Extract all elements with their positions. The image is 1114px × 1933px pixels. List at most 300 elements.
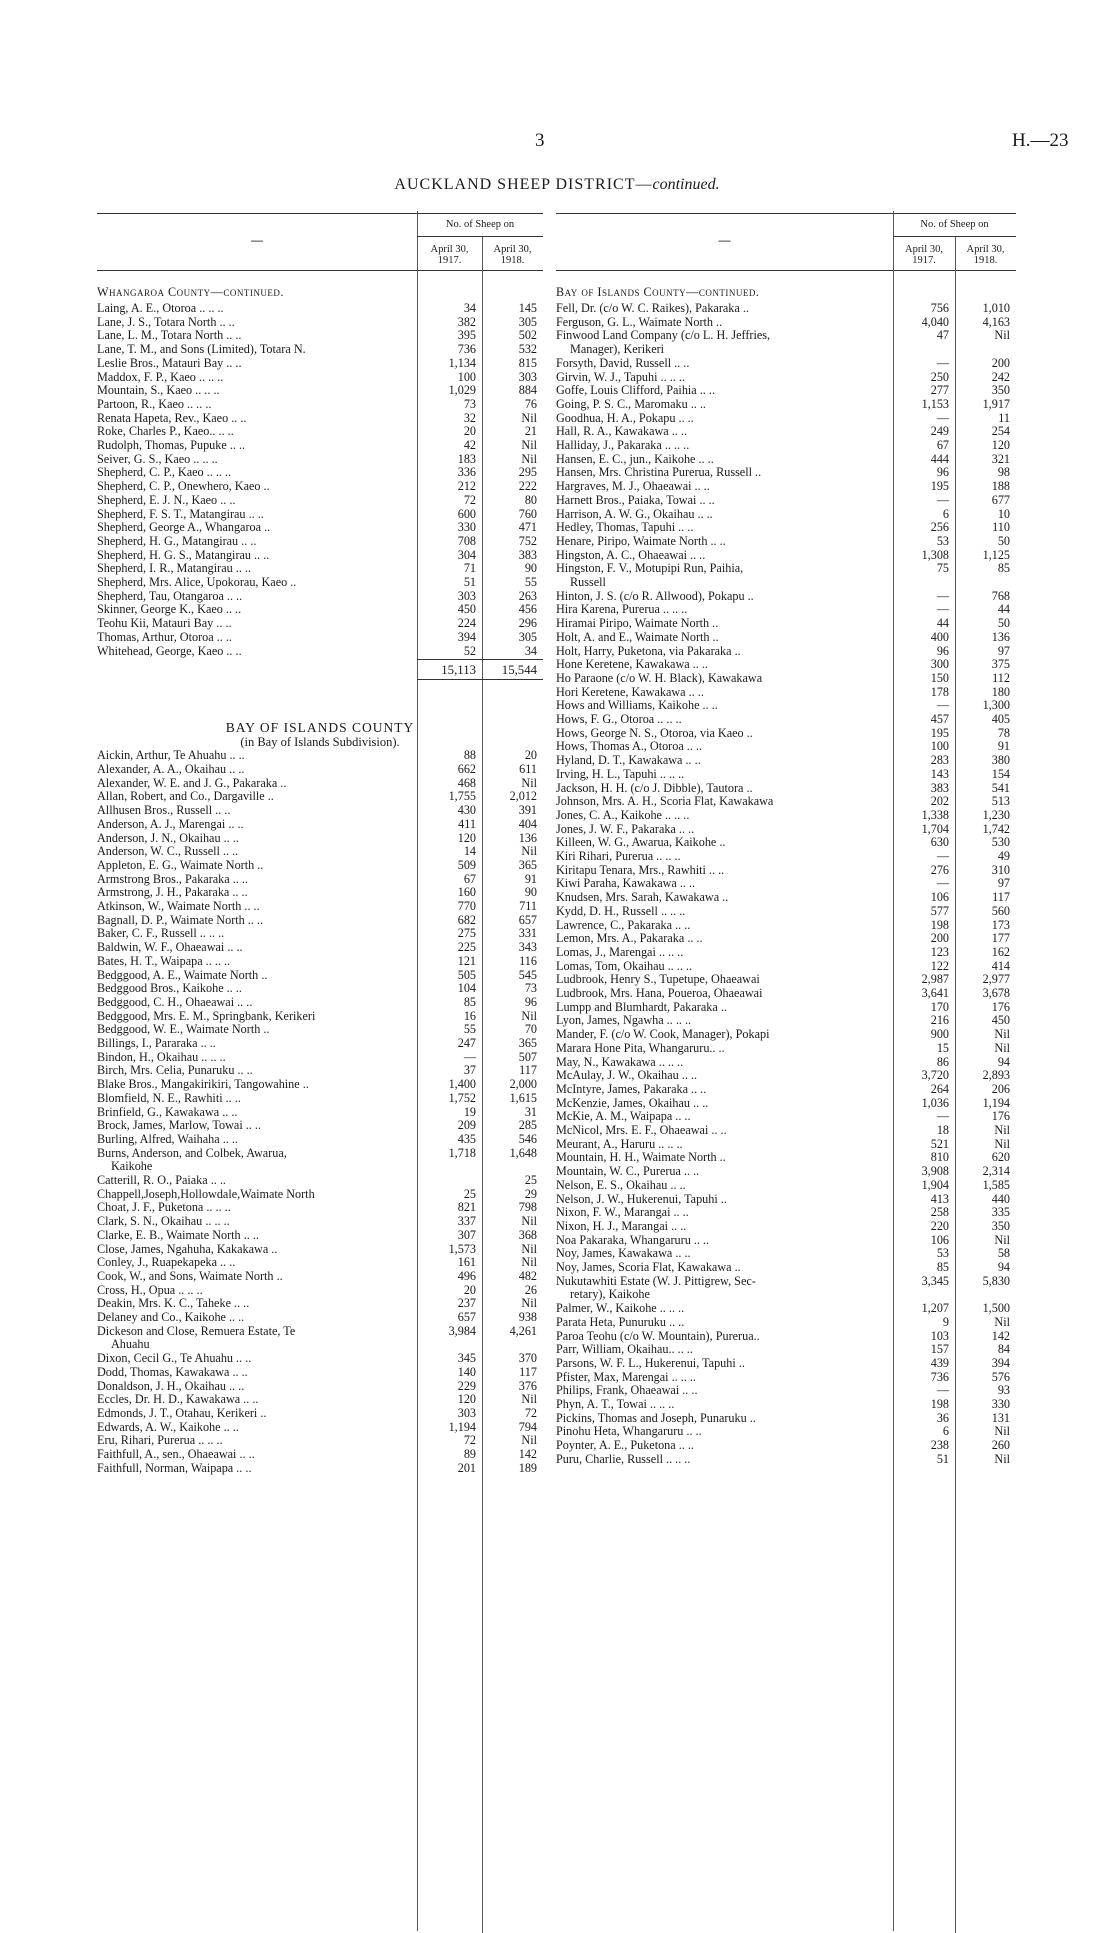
owner-name: Cook, W., and Sons, Waimate North .. <box>97 1268 283 1283</box>
table-row <box>556 1424 1016 1438</box>
owner-name: Maddox, F. P., Kaeo .. .. .. <box>97 369 224 384</box>
table-row <box>556 671 1016 685</box>
owner-name: Lawrence, C., Pakaraka .. .. <box>556 917 691 932</box>
sheep-1917: 161 <box>457 1255 476 1270</box>
sheep-1918: 482 <box>518 1268 537 1283</box>
table-row <box>556 1315 1016 1329</box>
table-row <box>97 602 543 616</box>
owner-name: McAulay, J. W., Okaihau .. .. <box>556 1068 698 1083</box>
sheep-1917: 264 <box>930 1081 949 1096</box>
sheep-1917: 37 <box>463 1063 476 1078</box>
sheep-1918: 677 <box>991 492 1010 507</box>
sheep-1918: 440 <box>991 1191 1010 1206</box>
sheep-1918: 31 <box>524 1104 537 1119</box>
table-row <box>556 315 1016 329</box>
owner-name: Shepherd, George A., Whangaroa .. <box>97 520 271 535</box>
sheep-1918: 2,000 <box>509 1077 537 1092</box>
sheep-1917: 89 <box>463 1447 476 1461</box>
sheep-1918: 176 <box>991 999 1010 1014</box>
table-row <box>556 712 1016 726</box>
table-row <box>97 397 543 411</box>
owner-name: McIntyre, James, Pakaraka .. .. <box>556 1081 707 1096</box>
owner-name: Anderson, W. C., Russell .. .. <box>97 844 239 859</box>
table-row <box>97 616 543 630</box>
sheep-1918: 58 <box>997 1246 1010 1261</box>
sheep-1918: 657 <box>518 912 537 927</box>
owner-name: Finwood Land Company (c/o L. H. Jeffries, <box>556 328 771 343</box>
table-row <box>556 972 1016 986</box>
table-row <box>97 926 543 940</box>
sheep-1918: 98 <box>997 465 1010 480</box>
table-row <box>97 1296 543 1310</box>
owner-name: Kiwi Paraha, Kawakawa .. .. <box>556 876 696 891</box>
owner-name: Jackson, H. H. (c/o J. Dibble), Tautora .. <box>556 780 753 795</box>
owner-name: Russell <box>570 575 606 589</box>
sheep-1918: 331 <box>518 926 537 941</box>
table-row <box>97 1105 543 1119</box>
table-row <box>97 1269 543 1283</box>
owner-name: Armstrong, J. H., Pakaraka .. .. <box>97 885 248 900</box>
sheep-1917: 303 <box>457 1405 476 1420</box>
owner-name: McKenzie, James, Okaihau .. .. <box>556 1095 709 1110</box>
owner-name: Anderson, A. J., Marengai .. .. <box>97 816 244 831</box>
table-row <box>97 1091 543 1105</box>
owner-name: Whitehead, George, Kaeo .. .. <box>97 643 242 658</box>
sheep-1918: 188 <box>991 479 1010 494</box>
sheep-1917: 630 <box>930 835 949 850</box>
owner-name: Nixon, F. W., Marangai .. .. <box>556 1205 689 1220</box>
sheep-1918: 2,977 <box>982 972 1010 987</box>
table-row <box>97 803 543 817</box>
sheep-1917: 123 <box>930 944 949 959</box>
table-row <box>97 1420 543 1434</box>
owner-name: Burns, Anderson, and Colbek, Awarua, <box>97 1145 287 1160</box>
sheep-1917: 394 <box>457 629 476 644</box>
owner-name: Harnett Bros., Paiaka, Towai .. .. <box>556 492 715 507</box>
owner-name: Thomas, Arthur, Otoroa .. .. <box>97 629 232 644</box>
table-row <box>97 315 543 329</box>
table-row <box>97 1050 543 1064</box>
table-row <box>556 1082 1016 1096</box>
owner-name: Lemon, Mrs. A., Pakaraka .. .. <box>556 931 703 946</box>
table-row <box>556 1356 1016 1370</box>
sheep-1918: Nil <box>994 1424 1010 1439</box>
table-row <box>556 520 1016 534</box>
owner-name: Hargraves, M. J., Ohaeawai .. .. <box>556 479 710 494</box>
sheep-1917: 345 <box>457 1351 476 1366</box>
table-row <box>556 1219 1016 1233</box>
sheep-1917: 212 <box>457 479 476 494</box>
owner-name: Brock, James, Marlow, Towai .. .. <box>97 1118 261 1133</box>
owner-name: Lumpp and Blumhardt, Pakaraka .. <box>556 999 727 1014</box>
table-row <box>97 995 543 1009</box>
sheep-1917: — <box>936 492 949 507</box>
table-row <box>97 1447 543 1461</box>
table-row <box>556 1452 1016 1466</box>
table-row <box>97 1009 543 1023</box>
sheep-1917: 120 <box>457 1392 476 1407</box>
sheep-1917: 249 <box>930 424 949 439</box>
sheep-1918: 884 <box>518 383 537 398</box>
owner-name: Hall, R. A., Kawakawa .. .. <box>556 424 687 439</box>
table-row <box>97 561 543 575</box>
sheep-1918: 368 <box>518 1227 537 1242</box>
sheep-1918: 263 <box>518 588 537 603</box>
table-row <box>556 602 1016 616</box>
owner-name: Lomas, Tom, Okaihau .. .. .. <box>556 958 693 973</box>
sheep-1917: 736 <box>457 342 476 357</box>
sheep-1917: 250 <box>930 369 949 384</box>
owner-name: Girvin, W. J., Tapuhi .. .. .. <box>556 369 685 384</box>
sheep-1917: 75 <box>936 561 949 576</box>
sheep-1917: 1,029 <box>448 383 476 398</box>
table-row <box>556 1274 1016 1288</box>
owner-name: Hori Keretene, Kawakawa .. .. <box>556 684 704 699</box>
sheep-1918: 50 <box>997 616 1010 631</box>
table-row <box>556 1233 1016 1247</box>
subtotal-bottom-rule <box>417 679 543 680</box>
table-row <box>97 575 543 589</box>
sheep-1918: 94 <box>997 1260 1010 1274</box>
sheep-1918: 260 <box>991 1438 1010 1453</box>
table-row <box>556 301 1016 315</box>
sheep-1917: 457 <box>930 712 949 726</box>
sheep-1917: 3,908 <box>921 1164 949 1179</box>
sheep-1918: 76 <box>524 396 537 411</box>
owner-name: Hansen, E. C., jun., Kaikohe .. .. <box>556 451 714 466</box>
sheep-1917: 19 <box>463 1104 476 1119</box>
owner-name: Leslie Bros., Matauri Bay .. .. <box>97 355 242 370</box>
table-row <box>97 438 543 452</box>
sheep-1918: 136 <box>991 629 1010 644</box>
owner-name: Fell, Dr. (c/o W. C. Raikes), Pakaraka .. <box>556 301 749 315</box>
owner-name: Shepherd, C. P., Kaeo .. .. .. <box>97 465 232 480</box>
sheep-1917: 73 <box>463 396 476 411</box>
owner-name: Going, P. S. C., Maromaku .. .. <box>556 396 706 411</box>
owner-name: Dickeson and Close, Remuera Estate, Te <box>97 1323 296 1338</box>
sheep-1917: 201 <box>457 1460 476 1475</box>
owner-name: Mander, F. (c/o W. Cook, Manager), Pokapi <box>556 1027 770 1042</box>
sheep-1918: 456 <box>518 602 537 617</box>
sheep-1917: — <box>463 1049 476 1064</box>
sheep-1918: 303 <box>518 369 537 384</box>
owner-name: Baker, C. F., Russell .. .. .. <box>97 926 225 941</box>
table-row <box>556 657 1016 671</box>
sheep-1918: 15,544 <box>501 663 537 678</box>
table-row-cont <box>97 1337 543 1351</box>
sheep-1917: 238 <box>930 1438 949 1453</box>
table-row <box>97 831 543 845</box>
table-row <box>556 739 1016 753</box>
sheep-1918: 414 <box>991 958 1010 973</box>
owner-name: Noy, James, Scoria Flat, Kawakawa .. <box>556 1260 741 1274</box>
sheep-1918: 285 <box>518 1118 537 1133</box>
owner-name: Parr, William, Okaihau.. .. .. <box>556 1342 693 1357</box>
sheep-1917: 106 <box>930 1232 949 1247</box>
sheep-1917: 198 <box>930 917 949 932</box>
owner-name: Shepherd, C. P., Onewhero, Kaeo .. <box>97 479 270 494</box>
sheep-1917: — <box>936 602 949 617</box>
sheep-1918: 768 <box>991 588 1010 603</box>
owner-name: Parata Heta, Punuruku .. .. <box>556 1314 685 1329</box>
sheep-1918: 1,615 <box>509 1090 537 1105</box>
table-row <box>556 452 1016 466</box>
sheep-1917: 200 <box>930 931 949 946</box>
table-row <box>97 1228 543 1242</box>
sheep-1918: 576 <box>991 1369 1010 1384</box>
owner-name: Hinton, J. S. (c/o R. Allwood), Pokapu .. <box>556 588 754 603</box>
sheep-1918: 162 <box>991 944 1010 959</box>
column-header-1917: April 30, 1917. <box>430 244 469 266</box>
sheep-1918: 173 <box>991 917 1010 932</box>
sheep-1918: 97 <box>997 876 1010 891</box>
sheep-1917: 1,207 <box>921 1301 949 1316</box>
sheep-1917: 225 <box>457 940 476 955</box>
owner-name: Jones, J. W. F., Pakaraka .. .. <box>556 821 695 836</box>
owner-name: Alexander, A. A., Okaihau .. .. <box>97 762 245 776</box>
table-row <box>556 383 1016 397</box>
sheep-1917: 96 <box>936 643 949 658</box>
sheep-1918: Nil <box>521 1241 537 1256</box>
table-row <box>556 945 1016 959</box>
owner-name: Kydd, D. H., Russell .. .. .. <box>556 903 686 918</box>
sheep-1918: Nil <box>994 1314 1010 1329</box>
sheep-1917: — <box>936 849 949 863</box>
table-row-total <box>97 663 543 677</box>
sheep-1917: 157 <box>930 1342 949 1357</box>
owner-name: Hansen, Mrs. Christina Purerua, Russell .. <box>556 465 762 480</box>
table-row <box>556 1164 1016 1178</box>
sheep-1917: 55 <box>463 1022 476 1037</box>
table-row <box>556 1096 1016 1110</box>
owner-name: Brinfield, G., Kawakawa .. .. <box>97 1104 238 1119</box>
table-row-sub <box>97 735 543 749</box>
table-row <box>556 822 1016 836</box>
table-row <box>97 370 543 384</box>
sheep-1917: 307 <box>457 1227 476 1242</box>
sheep-1917: 1,904 <box>921 1177 949 1192</box>
sheep-1917: 18 <box>936 1123 949 1137</box>
sheep-1918: 44 <box>997 602 1010 617</box>
owner-name: Noa Pakaraka, Whangaruru .. .. <box>556 1232 710 1247</box>
table-row <box>556 767 1016 781</box>
owner-name: Manager), Kerikeri <box>570 342 665 357</box>
column-header-1917: April 30, 1917. <box>905 244 943 266</box>
owner-name: Blake Bros., Mangakirikiri, Tangowahine .. <box>97 1077 309 1092</box>
table-row <box>97 858 543 872</box>
owner-name: Teohu Kii, Matauri Bay .. .. <box>97 616 232 631</box>
table-row <box>556 534 1016 548</box>
sheep-1918: 26 <box>524 1282 537 1297</box>
owner-name: Cross, H., Opua .. .. .. <box>97 1282 203 1297</box>
table-row <box>556 1205 1016 1219</box>
table-row <box>97 1255 543 1269</box>
owner-name: (in Bay of Islands Subdivision). <box>240 734 400 749</box>
sheep-1918: 20 <box>524 748 537 763</box>
owner-name: Hingston, A. C., Ohaeawai .. .. <box>556 547 706 562</box>
table-row <box>556 849 1016 863</box>
owner-name: BAY OF ISLANDS COUNTY <box>225 719 415 735</box>
table-row-cont <box>556 575 1016 589</box>
sheep-1917: 3,984 <box>448 1323 476 1338</box>
table-row <box>556 726 1016 740</box>
table-row <box>556 986 1016 1000</box>
sheep-1917: 86 <box>936 1054 949 1069</box>
sheep-1917: 468 <box>457 775 476 790</box>
owner-name: Pinohu Heta, Whangaruru .. .. <box>556 1424 702 1439</box>
sheep-1917: 662 <box>457 762 476 776</box>
sheep-1918: 711 <box>519 899 537 913</box>
sheep-1917: 72 <box>463 1433 476 1448</box>
sheep-1918: 73 <box>524 981 537 996</box>
owner-name: Baldwin, W. F., Ohaeawai .. .. <box>97 940 243 955</box>
sheep-1918: 350 <box>991 1218 1010 1233</box>
owner-name: Bay of Islands County—continued. <box>556 285 760 299</box>
table-row <box>97 981 543 995</box>
table-row <box>97 1173 543 1187</box>
owner-name: Kiri Rihari, Purerua .. .. .. <box>556 849 681 863</box>
sheep-1917: 4,040 <box>921 314 949 329</box>
sheep-1918: 110 <box>992 520 1010 535</box>
sheep-1917: 400 <box>930 629 949 644</box>
sheep-1918: Nil <box>521 438 537 452</box>
table-row <box>97 1365 543 1379</box>
sheep-1918: Nil <box>521 775 537 790</box>
sheep-1918: 96 <box>524 994 537 1009</box>
sheep-1918: Nil <box>994 328 1010 343</box>
table-row <box>556 1041 1016 1055</box>
sheep-1917: 247 <box>457 1036 476 1050</box>
owner-name: Holt, A. and E., Waimate North .. <box>556 629 719 644</box>
table-row <box>97 954 543 968</box>
owner-name: Anderson, J. N., Okaihau .. .. <box>97 830 239 845</box>
table-row <box>556 356 1016 370</box>
sheep-1917: 229 <box>457 1378 476 1393</box>
owner-name: Ludbrook, Mrs. Hana, Poueroa, Ohaeawai <box>556 986 763 1000</box>
sheep-1918: 305 <box>518 629 537 644</box>
page-title <box>0 176 1114 194</box>
table-row <box>556 931 1016 945</box>
table-row <box>97 1022 543 1036</box>
table-row <box>97 452 543 466</box>
sheep-1917: — <box>936 1109 949 1124</box>
sheep-1917: 1,134 <box>448 355 476 370</box>
sheep-1917: 106 <box>930 890 949 905</box>
sheep-1917: 383 <box>930 780 949 795</box>
sheep-1918: 532 <box>518 342 537 357</box>
sheep-1917: 411 <box>458 816 476 831</box>
owner-name: Bedggood, C. H., Ohaeawai .. .. <box>97 994 253 1009</box>
sheep-1918: 90 <box>524 885 537 900</box>
table-row <box>556 1109 1016 1123</box>
sheep-1917: 183 <box>457 451 476 466</box>
owner-name: Bindon, H., Okaihau .. .. .. <box>97 1049 226 1064</box>
table-row <box>97 520 543 534</box>
sheep-1918: Nil <box>994 1232 1010 1247</box>
owner-name: Pickins, Thomas and Joseph, Punaruku .. <box>556 1410 756 1425</box>
owner-name: Clarke, E. B., Waimate North .. .. <box>97 1227 259 1242</box>
sheep-1917: — <box>936 355 949 370</box>
owner-name: Laing, A. E., Otoroa .. .. .. <box>97 301 224 315</box>
sheep-1917: 51 <box>936 1451 949 1466</box>
sheep-1917: 20 <box>463 424 476 439</box>
table-row <box>556 863 1016 877</box>
owner-name: Forsyth, David, Russell .. .. <box>556 355 690 370</box>
title-continued: continued. <box>652 176 720 193</box>
sheep-1918: Nil <box>994 1040 1010 1055</box>
sheep-1918: 11 <box>998 410 1010 425</box>
table-row-cont <box>556 1287 1016 1301</box>
sheep-1918: 90 <box>524 561 537 576</box>
sheep-1917: 337 <box>457 1214 476 1229</box>
sheep-1917: 14 <box>463 844 476 859</box>
sheep-1917: 444 <box>930 451 949 466</box>
owner-name: Lane, T. M., and Sons (Limited), Totara N. <box>97 342 306 357</box>
sheep-1917: 1,755 <box>448 789 476 804</box>
sheep-1918: 546 <box>518 1131 537 1146</box>
sheep-1917: 256 <box>930 520 949 535</box>
table-row <box>97 1433 543 1447</box>
sheep-1918: 142 <box>518 1447 537 1461</box>
column-header-1918: April 30, 1918. <box>493 244 532 266</box>
table-row <box>556 1383 1016 1397</box>
table-row <box>556 794 1016 808</box>
sheep-1918: 330 <box>991 1397 1010 1411</box>
table-row <box>97 479 543 493</box>
table-row <box>97 356 543 370</box>
sheep-1918: 112 <box>992 670 1010 685</box>
sheep-1917: 47 <box>936 328 949 343</box>
sheep-1918: 1,742 <box>982 821 1010 836</box>
table-row <box>556 876 1016 890</box>
sheep-1918: Nil <box>521 1255 537 1270</box>
table-row <box>556 698 1016 712</box>
table-row <box>97 1214 543 1228</box>
header-sub-rule <box>893 236 1016 237</box>
sheep-1918: 541 <box>991 780 1010 795</box>
name-column-dash: — <box>251 233 263 247</box>
sheep-1918: 180 <box>991 684 1010 699</box>
owner-name: Alexander, W. E. and J. G., Pakaraka .. <box>97 775 287 790</box>
table-row <box>97 534 543 548</box>
owner-name: Harrison, A. W. G., Okaihau .. .. <box>556 506 713 521</box>
sheep-1918: 242 <box>991 369 1010 384</box>
table-row <box>97 465 543 479</box>
owner-name: Ahuahu <box>111 1337 150 1352</box>
owner-name: Shepherd, I. R., Matangirau .. .. <box>97 561 252 576</box>
sheep-1918: 1,917 <box>982 396 1010 411</box>
sheep-1917: 521 <box>930 1136 949 1151</box>
table-row <box>97 1036 543 1050</box>
sheep-1918: 798 <box>518 1200 537 1215</box>
sheep-1918: 405 <box>991 712 1010 726</box>
sheep-1918: 91 <box>997 739 1010 754</box>
owner-name: McNicol, Mrs. E. F., Ohaeawai .. .. <box>556 1123 727 1137</box>
sheep-1917: 53 <box>936 533 949 548</box>
sheep-1917: 435 <box>457 1131 476 1146</box>
table-row <box>97 493 543 507</box>
owner-name: Parsons, W. F. L., Hukerenui, Tapuhi .. <box>556 1355 745 1370</box>
sheep-1917: 198 <box>930 1397 949 1411</box>
sheep-1918: 117 <box>519 1063 537 1078</box>
table-row <box>556 1192 1016 1206</box>
header-top-rule <box>97 213 543 214</box>
owner-name: Skinner, George K., Kaeo .. .. <box>97 602 242 617</box>
sheep-1917: 67 <box>463 871 476 886</box>
table-row <box>556 781 1016 795</box>
owner-name: Donaldson, J. H., Okaihau .. .. <box>97 1378 245 1393</box>
table-row <box>97 940 543 954</box>
